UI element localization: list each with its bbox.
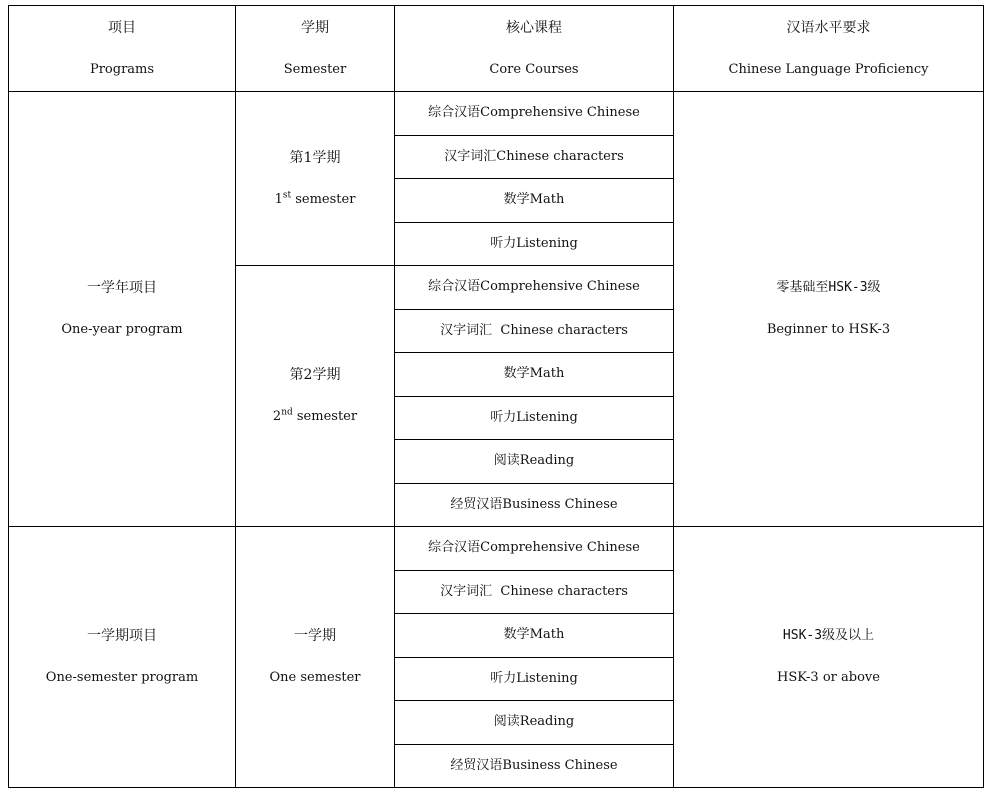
proficiency-one-year: 零基础至HSK-3级 Beginner to HSK-3: [674, 92, 984, 527]
table-row: [9, 527, 984, 571]
course-cell: 阅读Reading: [395, 701, 674, 745]
course-cell: 听力Listening: [395, 396, 674, 440]
course-cell: 综合汉语Comprehensive Chinese: [395, 527, 674, 571]
header-core-courses: 核心课程 Core Courses: [395, 6, 674, 92]
semester-one: 一学期 One semester: [236, 527, 395, 788]
program-one-year: 一学年项目 One-year program: [9, 92, 236, 527]
course-cell: 经贸汉语Business Chinese: [395, 483, 674, 527]
course-cell: 数学Math: [395, 179, 674, 223]
course-cell: 阅读Reading: [395, 440, 674, 484]
course-cell: 数学Math: [395, 614, 674, 658]
course-cell: 汉字词汇 Chinese characters: [395, 309, 674, 353]
table-row: [9, 92, 984, 136]
course-cell: 综合汉语Comprehensive Chinese: [395, 92, 674, 136]
program-table-container: [8, 5, 984, 788]
course-cell: 听力Listening: [395, 657, 674, 701]
header-proficiency: 汉语水平要求 Chinese Language Proficiency: [674, 6, 984, 92]
header-programs: 项目 Programs: [9, 6, 236, 92]
table-header-row: [9, 6, 984, 92]
course-cell: 汉字词汇 Chinese characters: [395, 570, 674, 614]
course-cell: 数学Math: [395, 353, 674, 397]
program-one-semester: 一学期项目 One-semester program: [9, 527, 236, 788]
program-table: [8, 5, 984, 788]
proficiency-one-semester: HSK-3级及以上 HSK-3 or above: [674, 527, 984, 788]
course-cell: 综合汉语Comprehensive Chinese: [395, 266, 674, 310]
course-cell: 听力Listening: [395, 222, 674, 266]
semester-1: 第1学期 1st semester: [236, 92, 395, 266]
course-cell: 汉字词汇Chinese characters: [395, 135, 674, 179]
header-semester: 学期 Semester: [236, 6, 395, 92]
course-cell: 经贸汉语Business Chinese: [395, 744, 674, 788]
semester-2: 第2学期 2nd semester: [236, 266, 395, 527]
